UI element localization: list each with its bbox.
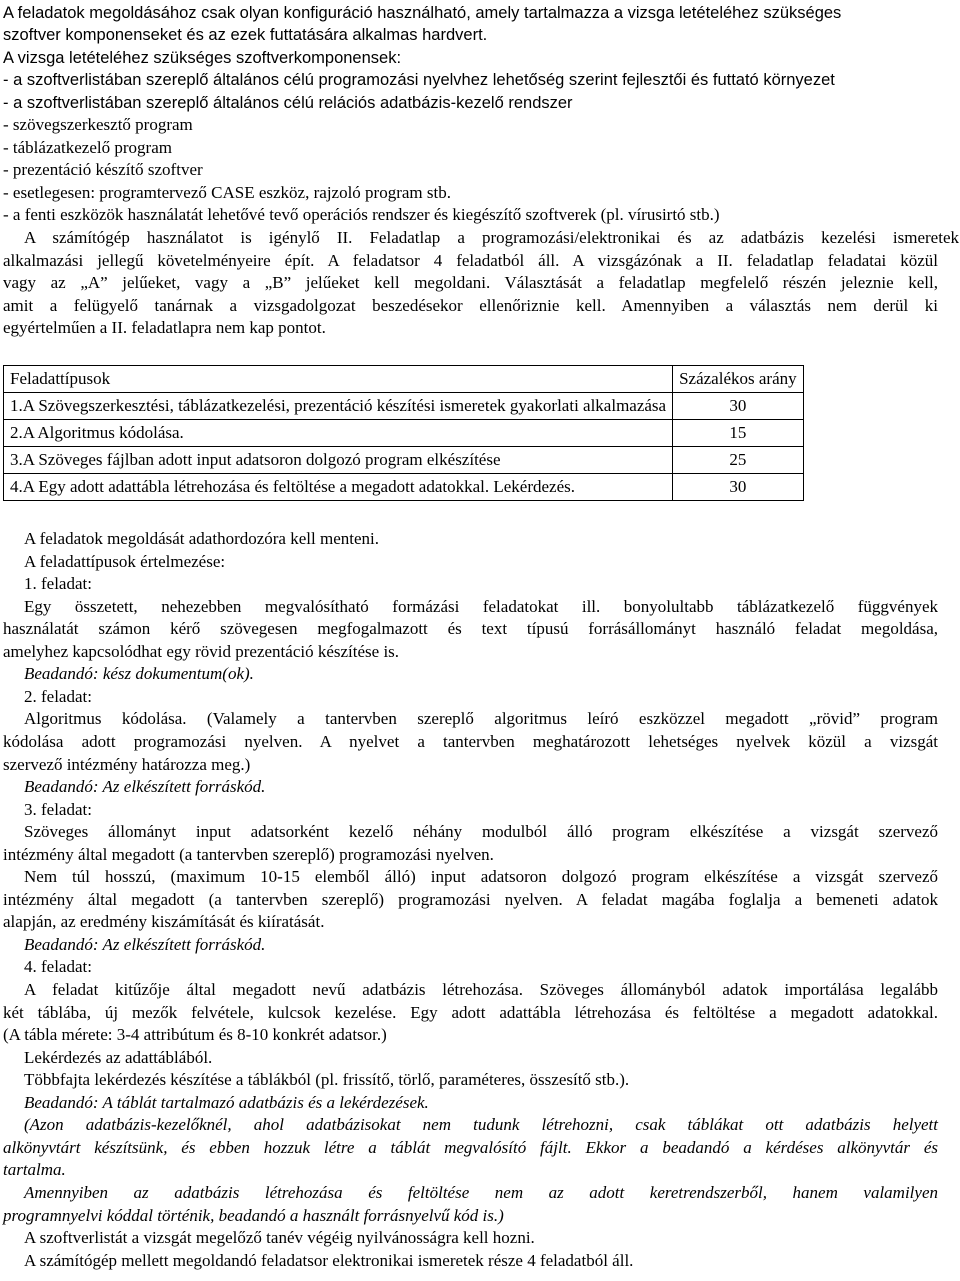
table-header-row	[4, 366, 804, 393]
header-task-types: Feladattípusok	[4, 366, 673, 393]
text-line: A vizsga letételéhez szükséges szoftverkomponensek:	[3, 48, 402, 67]
body-text-line: Egy összetett, nehezebben megvalósítható formázási feladatokat ill. bonyolultabb táblázatkezelő függvények	[24, 596, 938, 616]
table-row	[4, 447, 804, 474]
percentage-cell: 30	[673, 393, 804, 420]
body-text-line: A feladattípusok értelmezése:	[24, 551, 226, 571]
body-text-line: A szoftverlistát a vizsgát megelőző tanév végéig nyilvánosságra kell hozni.	[24, 1228, 535, 1248]
body-text-line: 2. feladat:	[24, 686, 92, 706]
italic-note-line: Beadandó: Az elkészített forráskód.	[24, 934, 266, 954]
table-row	[4, 474, 804, 501]
body-text-line: Szöveges állományt input adatsorként kezelő néhány modulból álló program elkészítése a vizsgát szervező	[24, 822, 938, 842]
percentage-cell: 25	[673, 447, 804, 474]
text-line: szoftver komponenseket és az ezek futtatására alkalmas hardvert.	[3, 26, 488, 45]
italic-note-line: Amennyiben az adatbázis létrehozása és feltöltése nem az adott keretrendszerből, hanem valamilyen	[24, 1182, 938, 1202]
software-list-item: - táblázatkezelő program	[3, 137, 172, 157]
task-type-cell: 4.A Egy adott adattábla létrehozása és feltöltése a megadott adatokkal. Lekérdezés.	[4, 474, 673, 501]
software-list-item: - prezentáció készítő szoftver	[3, 160, 203, 180]
software-list-item: - a fenti eszközök használatát lehetővé tevő operációs rendszer és kiegészítő szoftverek (pl. vírusirtó stb.)	[3, 205, 720, 225]
body-text-line: Lekérdezés az adattáblából.	[24, 1047, 213, 1067]
software-list-item: - esetlegesen: programtervező CASE eszköz, rajzoló program stb.	[3, 182, 451, 202]
paragraph-line: egyértelműen a II. feladatlapra nem kap pontot.	[3, 318, 326, 338]
body-text-line: 1. feladat:	[24, 574, 92, 594]
table-row	[4, 393, 804, 420]
header-percentage: Százalékos arány	[673, 366, 804, 393]
paragraph-line: vagy az „A” jelűeket, vagy a „B” jelűeket kell megoldani. Választását a feladatlap megfelelő részén jeleznie kell,	[3, 273, 938, 293]
body-text-line: intézmény által megadott (a tantervben szereplő) programozási nyelven. A feladat magába foglalja a bemeneti adatok	[3, 889, 938, 909]
paragraph-line: alkalmazási jellegű követelményeire épít. A feladatsor 4 feladatból áll. A vizsgázónak a II. feladatlap feladatai közül	[3, 250, 938, 270]
table-row	[4, 420, 804, 447]
body-text-line: (A tábla mérete: 3-4 attribútum és 8-10 konkrét adatsor.)	[3, 1025, 387, 1045]
task-type-cell: 3.A Szöveges fájlban adott input adatsoron dolgozó program elkészítése	[4, 447, 673, 474]
body-text-line: A feladat kitűzője által megadott nevű adatbázis létrehozása. Szöveges állományból adatok importálása legalább	[24, 980, 938, 999]
italic-note-line: alkönyvtárt készítsünk, és ebben hozzuk létre a táblát megvalósító fájlt. Ekkor a beadandó a kérdéses alkönyvtár és	[3, 1137, 938, 1157]
italic-note-line: programnyelvi kóddal történik, beadandó a használt forrásnyelvű kód is.)	[3, 1205, 504, 1225]
task-type-cell: 2.A Algoritmus kódolása.	[4, 420, 673, 447]
italic-note-line: Beadandó: kész dokumentum(ok).	[24, 664, 254, 684]
body-text-line: amelyhez kapcsolódhat egy rövid prezentáció készítése is.	[3, 641, 400, 661]
text-line: - a szoftverlistában szereplő általános célú programozási nyelvhez lehetőség szerint fejlesztői és futtató környezet	[3, 71, 835, 90]
body-text-line: szervező intézmény határozza meg.)	[3, 754, 251, 774]
body-text-line: Nem túl hosszú, (maximum 10-15 elemből álló) input adatsoron dolgozó program elkészítése a vizsgát szervező	[24, 867, 938, 887]
percentage-cell: 15	[673, 420, 804, 447]
task-type-table	[3, 365, 804, 501]
italic-note-line: tartalma.	[3, 1160, 66, 1180]
paragraph-line: amit a felügyelő tanárnak a vizsgadolgozat beszedésekor ellenőriznie kell. Amennyiben a választás nem derül ki	[3, 295, 938, 315]
text-line: - a szoftverlistában szereplő általános célú relációs adatbázis-kezelő rendszer	[3, 93, 573, 112]
percentage-cell: 30	[673, 474, 804, 501]
body-text-line: A számítógép mellett megoldandó feladatsor elektronikai ismeretek része 4 feladatból áll.	[24, 1250, 634, 1270]
body-text-line: 3. feladat:	[24, 799, 92, 819]
italic-note-line: Beadandó: Az elkészített forráskód.	[24, 777, 266, 797]
body-text-line: Algoritmus kódolása. (Valamely a tantervben szereplő algoritmus leíró eszközzel megadott „rövid” program	[24, 709, 938, 729]
italic-note-line: (Azon adatbázis-kezelőknél, ahol adatbázisokat nem tudunk létrehozni, csak táblákat ott adatbázis helyett	[24, 1115, 938, 1135]
body-text-line: alapján, az eredmény kiszámítását és kiíratását.	[3, 912, 325, 932]
italic-note-line: Beadandó: A táblát tartalmazó adatbázis és a lekérdezések.	[24, 1092, 429, 1112]
body-text-line: A feladatok megoldását adathordozóra kell menteni.	[24, 529, 379, 548]
text-line: A feladatok megoldásához csak olyan konfiguráció használható, amely tartalmazza a vizsga letételéhez szükséges	[3, 4, 842, 22]
body-text-line: Többfajta lekérdezés készítése a táblákból (pl. frissítő, törlő, paraméteres, összesítő stb.).	[24, 1070, 630, 1090]
body-text-line: intézmény által megadott (a tantervben szereplő) programozási nyelven.	[3, 844, 494, 864]
body-text-line: használatát számon kérő szövegesen megfogalmazott és text típusú forrásállományt használó feladat megoldása,	[3, 619, 938, 639]
software-list-item: - szövegszerkesztő program	[3, 115, 193, 134]
paragraph-line: A számítógép használatot is igénylő II. Feladatlap a programozási/elektronikai és az adatbázis kezelési ismeretek	[24, 228, 959, 247]
task-type-cell: 1.A Szövegszerkesztési, táblázatkezelési, prezentáció készítési ismeretek gyakorlati alkalmazása	[4, 393, 673, 420]
body-text-line: két táblába, új mezők felvétele, kulcsok kezelése. Egy adott adattábla létrehozása és feltöltése a megadott adatokkal.	[3, 1002, 938, 1022]
body-text-line: kódolása adott programozási nyelven. A nyelvet a tantervben meghatározott lehetséges nyelvek közül a vizsgát	[3, 731, 938, 751]
body-text-line: 4. feladat:	[24, 957, 92, 977]
